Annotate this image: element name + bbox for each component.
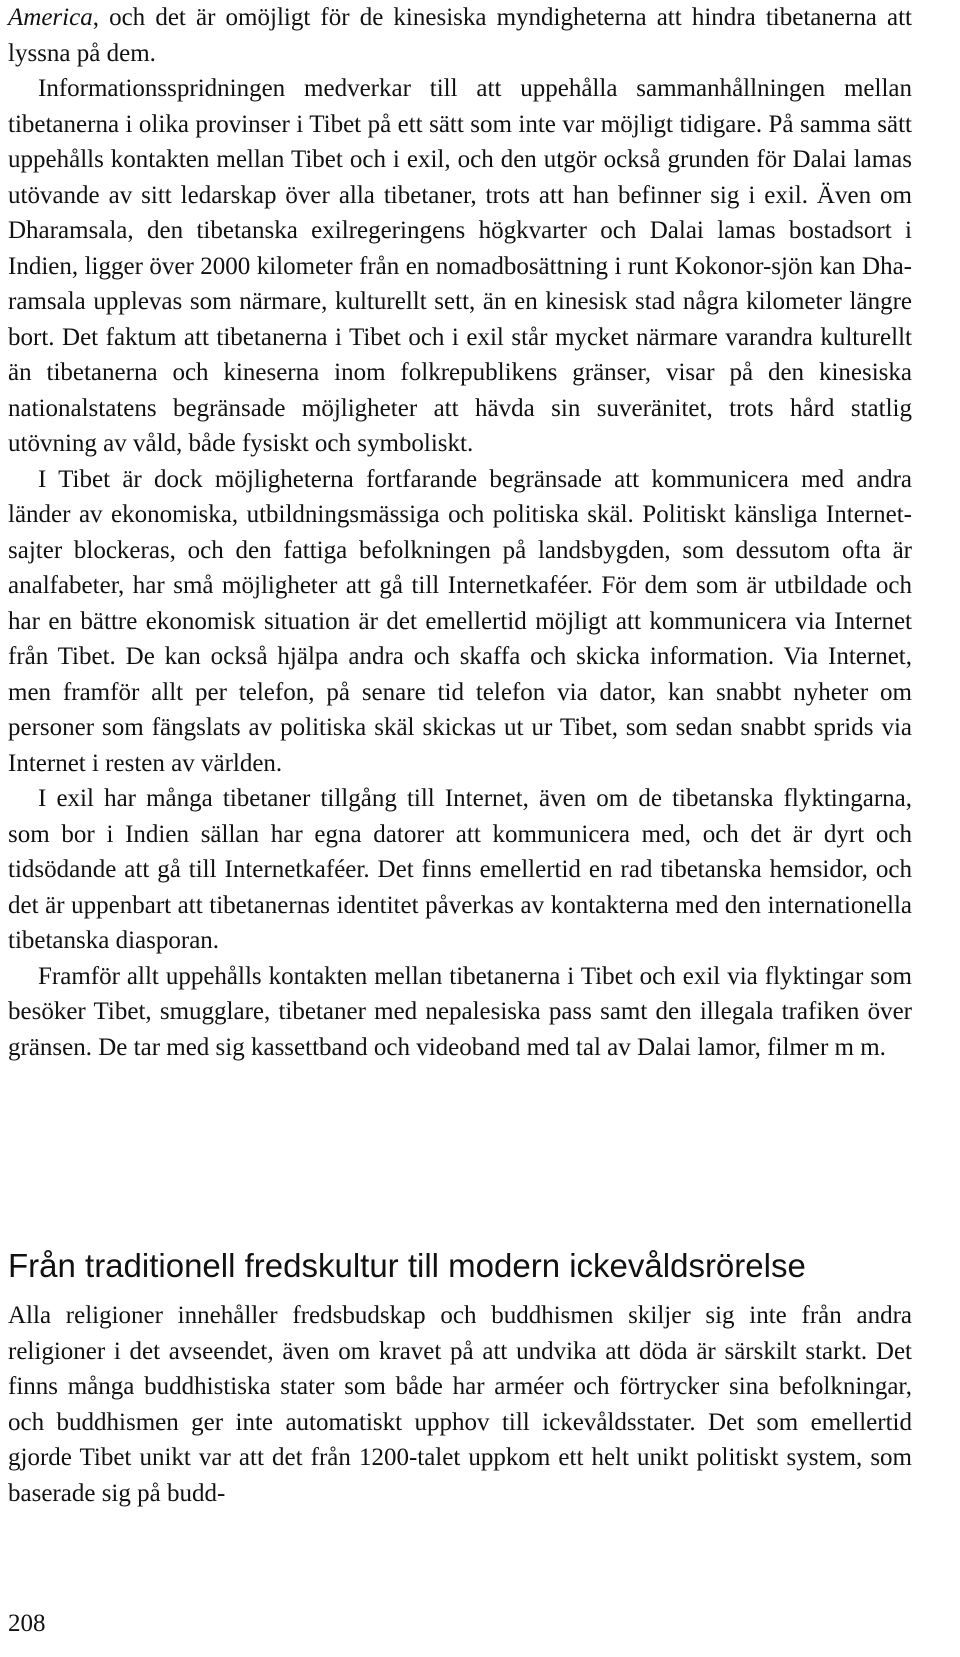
body-paragraph-4: I exil har många tibetaner tillgång till Internet, även om de tibetanska flyktingarna, som bor i Indien sällan har egna datorer att kommunicera med, och det är dyrt och tidsödande att gå till Internetkaféer. Det finns emellertid en rad tibetanska hemsidor, och det är uppenbart att tibetanernas identitet påverkas av kontakterna med den internationella tibetanska diasporan. — [8, 785, 912, 954]
section-paragraph: Alla religioner innehåller fredsbudskap och buddhismen skiljer sig inte från andra religioner i det avseendet, även om kravet på att undvika att döda är särskilt starkt. Det finns många buddhistiska stater som både har arméer och förtrycker sina befolkningar, och buddhismen ger inte automatiskt upphov till ickevåldsstater. Det som emellertid gjorde Tibet unikt var att det från 1200-talet uppkom ett helt unikt politiskt system, som baserade sig på budd- — [8, 1302, 912, 1507]
body-paragraph-2: Informationsspridningen medverkar till att uppehålla sammanhållningen mellan tibetanerna i olika provinser i Tibet på ett sätt som inte var möjligt tidigare. På samma sätt uppehålls kontakten mellan Tibet och i exil, och den utgör också grunden för Dalai lamas utövande av sitt ledarskap över alla tibetaner, trots att han befinner sig i exil. Även om Dharamsala, den tibetanska exilregeringens högkvarter och Dalai lamas bostadsort i Indien, ligger över 2000 kilometer från en nomadbosättning i runt Kokonor-sjön kan Dharamsala upplevas som närmare, kulturellt sett, än en kinesisk stad några kilometer längre bort. Det faktum att tibetanerna i Tibet och i exil står mycket närmare varandra kulturellt än tibetanerna och kineserna inom folkrepublikens gränser, visar på den kinesiska nationalstatens begränsade möjligheter att hävda sin suveränitet, trots hård statlig utövning av våld, både fysiskt och symboliskt. — [8, 75, 912, 457]
italic-lead-text: America — [8, 4, 93, 31]
body-paragraph-1 — [8, 0, 912, 71]
paragraph-text: , och det är omöjligt för de kinesiska myndigheterna att hindra tibetanerna att lyssna på dem. — [8, 4, 912, 67]
section-body — [8, 1298, 912, 1511]
body-paragraph-3: I Tibet är dock möjligheterna fortfarande begränsade att kommunicera med andra länder av ekonomiska, utbildningsmässiga och politiska skäl. Politiskt känsliga Internet-sajter blockeras, och den fattiga befolkningen på landsbygden, som dessutom ofta är analfabeter, har små möjligheter att gå till Internetkaféer. För dem som är utbildade och har en bättre ekonomisk situation är det emellertid möjligt att kommunicera via Internet från Tibet. De kan också hjälpa andra och skaffa och skicka information. Via Internet, men framför allt per telefon, på senare tid telefon via dator, kan snabbt nyheter om personer som fängslats av politiska skäl skickas ut ur Tibet, som sedan snabbt sprids via Internet i resten av världen. — [8, 465, 912, 777]
page-number: 208 — [8, 1610, 46, 1637]
body-paragraph-5: Framför allt uppehålls kontakten mellan tibetanerna i Tibet och exil via flyktingar som besöker Tibet, smugglare, tibetaner med nepalesiska pass samt den illegala trafiken över gränsen. De tar med sig kassettband och videoband med tal av Dalai lamor, filmer m m. — [8, 962, 912, 1061]
document-body — [8, 0, 912, 1065]
section-heading: Från traditionell fredskultur till modern ickevåldsrörelse — [8, 1247, 806, 1284]
